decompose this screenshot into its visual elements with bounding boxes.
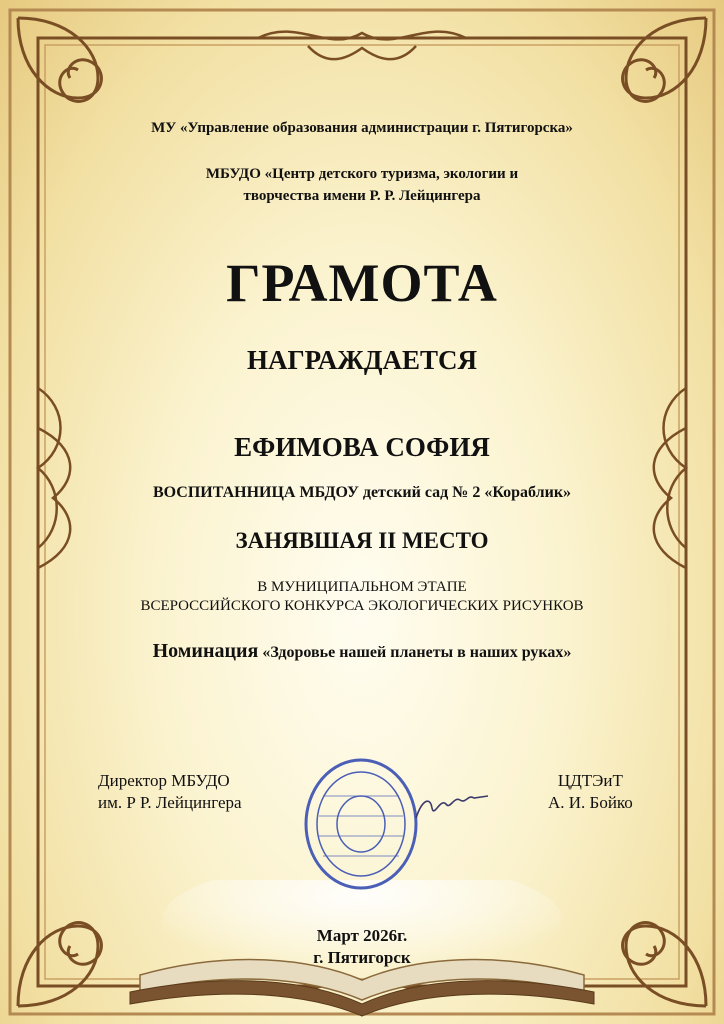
center-name xyxy=(0,163,724,207)
place-line: ЗАНЯВШАЯ II МЕСТО xyxy=(235,528,489,553)
signer-name: А. И. Бойко xyxy=(548,793,633,812)
awarded-heading: НАГРАЖДАЕТСЯ xyxy=(246,345,477,375)
education-department-text: МУ «Управление образования администрации г. Пятигорска» xyxy=(151,120,573,136)
contest-line1: В МУНИЦИПАЛЬНОМ ЭТАПЕ xyxy=(257,579,467,595)
handwritten-signature xyxy=(412,790,492,824)
recipient-name: ЕФИМОВА СОФИЯ xyxy=(234,432,490,462)
director-signature-block xyxy=(98,770,242,814)
nomination-line xyxy=(0,640,724,663)
center-signature-block xyxy=(548,770,633,814)
director-org: им. Р Р. Лейцингера xyxy=(98,793,242,812)
official-stamp xyxy=(303,756,419,892)
issue-date: Март 2026г. xyxy=(316,926,408,945)
certificate-title: ГРАМОТА xyxy=(226,253,498,313)
pupil-prefix: ВОСПИТАННИЦА МБДОУ xyxy=(152,484,359,501)
contest-description xyxy=(0,578,724,616)
center-name-line1: МБУДО «Центр детского туризма, экологии и xyxy=(205,166,519,182)
nomination-value: «Здоровье нашей планеты в наших руках» xyxy=(262,644,572,661)
center-abbreviation: ЦДТЭиТ xyxy=(557,771,623,790)
date-place-block xyxy=(0,925,724,969)
pupil-line xyxy=(0,484,724,502)
pupil-kindergarten: детский сад № 2 «Кораблик» xyxy=(362,484,572,501)
center-name-line2: творчества имени Р. Р. Лейцингера xyxy=(243,188,481,204)
director-title: Директор МБУДО xyxy=(98,771,230,790)
education-department-line xyxy=(0,120,724,137)
contest-line2: ВСЕРОССИЙСКОГО КОНКУРСА ЭКОЛОГИЧЕСКИХ РИСУНКОВ xyxy=(140,598,584,614)
issue-city: г. Пятигорск xyxy=(313,948,411,967)
nomination-label: Номинация xyxy=(152,640,259,662)
